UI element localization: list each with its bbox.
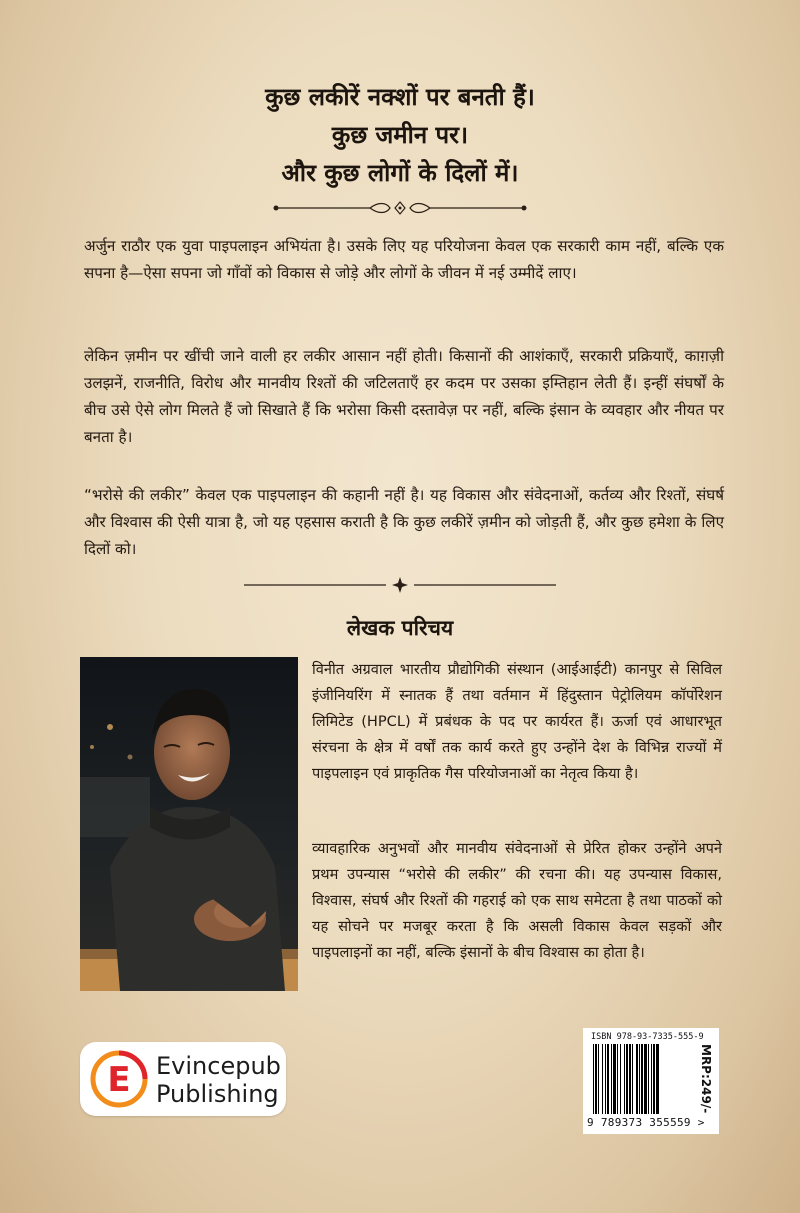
barcode-bars: [591, 1044, 691, 1114]
mrp-label: MRP:249/-: [699, 1044, 713, 1114]
barcode-bar: [598, 1044, 599, 1114]
publisher-emblem-letter: E: [107, 1060, 131, 1100]
barcode-bar: [639, 1044, 640, 1114]
tagline-line-3: और कुछ लोगों के दिलों में।: [281, 159, 519, 187]
blurb-paragraph-2: लेकिन ज़मीन पर खींची जाने वाली हर लकीर आसान नहीं होती। किसानों की आशंकाएँ, सरकारी प्रक्रियाएँ, काग़ज़ी उलझनें, राजनीति, विरोध और मानवीय रिश्तों की जटिलताएँ हर कदम पर उसका इम्तिहान लेती हैं। इन्हीं संघर्षों के बीच उसे ऐसे लोग मिलते हैं जो सिखाते हैं कि भरोसा किसी दस्तावेज़ पर नहीं, बल्कि इंसान के व्यवहार और नीयत पर बनता है।: [84, 347, 724, 446]
barcode-bar: [624, 1044, 625, 1114]
publisher-name-line-1: Evincepub: [156, 1052, 281, 1080]
barcode-bar: [648, 1044, 649, 1114]
isbn-top-text: ISBN 978-93-7335-555-9: [591, 1032, 704, 1042]
barcode-bar: [595, 1044, 597, 1114]
mrp-label-box: [695, 1044, 717, 1116]
publisher-name-line-2: Publishing: [156, 1080, 279, 1108]
barcode-bar: [613, 1044, 616, 1114]
star-divider: [240, 576, 560, 594]
barcode-bar: [620, 1044, 621, 1114]
blurb-paragraph-1: अर्जुन राठौर एक युवा पाइपलाइन अभियंता है। उसके लिए यह परियोजना केवल एक सरकारी काम नहीं, बल्कि एक सपना है—ऐसा सपना जो गाँवों को विकास से जोड़े और लोगों के जीवन में नई उम्मीदें लाए।: [84, 237, 724, 282]
barcode-bar: [653, 1044, 655, 1114]
author-bio-paragraph-2: व्यावहारिक अनुभवों और मानवीय संवेदनाओं से प्रेरित होकर उन्होंने अपने प्रथम उपन्यास “भरोसे की लकीर” की रचना की। यह उपन्यास विकास, विश्वास, संघर्ष और रिश्तों की गहराई को एक साथ समेटता है तथा पाठकों को यह सोचने पर मजबूर करता है कि असली विकास केवल सड़कों और पाइपलाइनों का नहीं, बल्कि इंसानों के बीच विश्वास का होता है।: [312, 840, 722, 961]
barcode-bar: [626, 1044, 628, 1114]
barcode-bar: [636, 1044, 638, 1114]
barcode-bar: [641, 1044, 643, 1114]
author-photo: [80, 657, 298, 991]
barcode-bar: [632, 1044, 633, 1114]
barcode-bar: [607, 1044, 609, 1114]
tagline-line-1: कुछ लकीरें नक्शों पर बनती हैं।: [265, 83, 535, 111]
ornamental-divider: [270, 200, 530, 216]
tagline: [0, 78, 800, 192]
barcode-bar: [605, 1044, 606, 1114]
barcode-bar: [611, 1044, 612, 1114]
barcode-bar: [656, 1044, 659, 1114]
barcode-bar: [629, 1044, 631, 1114]
blurb-paragraph-3: “भरोसे की लकीर” केवल एक पाइपलाइन की कहानी नहीं है। यह विकास और संवेदनाओं, कर्तव्य और रिश्तों, संघर्ष और विश्वास की ऐसी यात्रा है, जो यह एहसास कराती है कि कुछ लकीरें ज़मीन को जोड़ती हैं, और कुछ हमेशा के लिए दिलों को।: [84, 486, 724, 558]
publisher-logo: [80, 1042, 286, 1116]
author-bio-paragraph-1: विनीत अग्रवाल भारतीय प्रौद्योगिकी संस्थान (आईआईटी) कानपुर से सिविल इंजीनियरिंग में स्नातक हैं तथा वर्तमान में हिंदुस्तान पेट्रोलियम कॉर्पोरेशन लिमिटेड (HPCL) में प्रबंधक के पद पर कार्यरत हैं। ऊर्जा एवं आधारभूत संरचना के क्षेत्र में वर्षों तक कार्य करते हुए उन्होंने देश के विभिन्न राज्यों में पाइपलाइन एवं प्राकृतिक गैस परियोजनाओं का नेतृत्व किया है।: [312, 661, 722, 782]
tagline-line-2: कुछ जमीन पर।: [331, 121, 469, 149]
barcode-bar: [593, 1044, 594, 1114]
isbn-bottom-digits: 9 789373 355559 >: [587, 1116, 705, 1129]
isbn-barcode: [583, 1028, 719, 1134]
barcode-bar: [617, 1044, 618, 1114]
barcode-bar: [644, 1044, 647, 1114]
publisher-emblem-icon: [90, 1050, 148, 1108]
author-section-heading: लेखक परिचय: [346, 616, 454, 640]
barcode-bar: [602, 1044, 603, 1114]
barcode-bar: [651, 1044, 652, 1114]
